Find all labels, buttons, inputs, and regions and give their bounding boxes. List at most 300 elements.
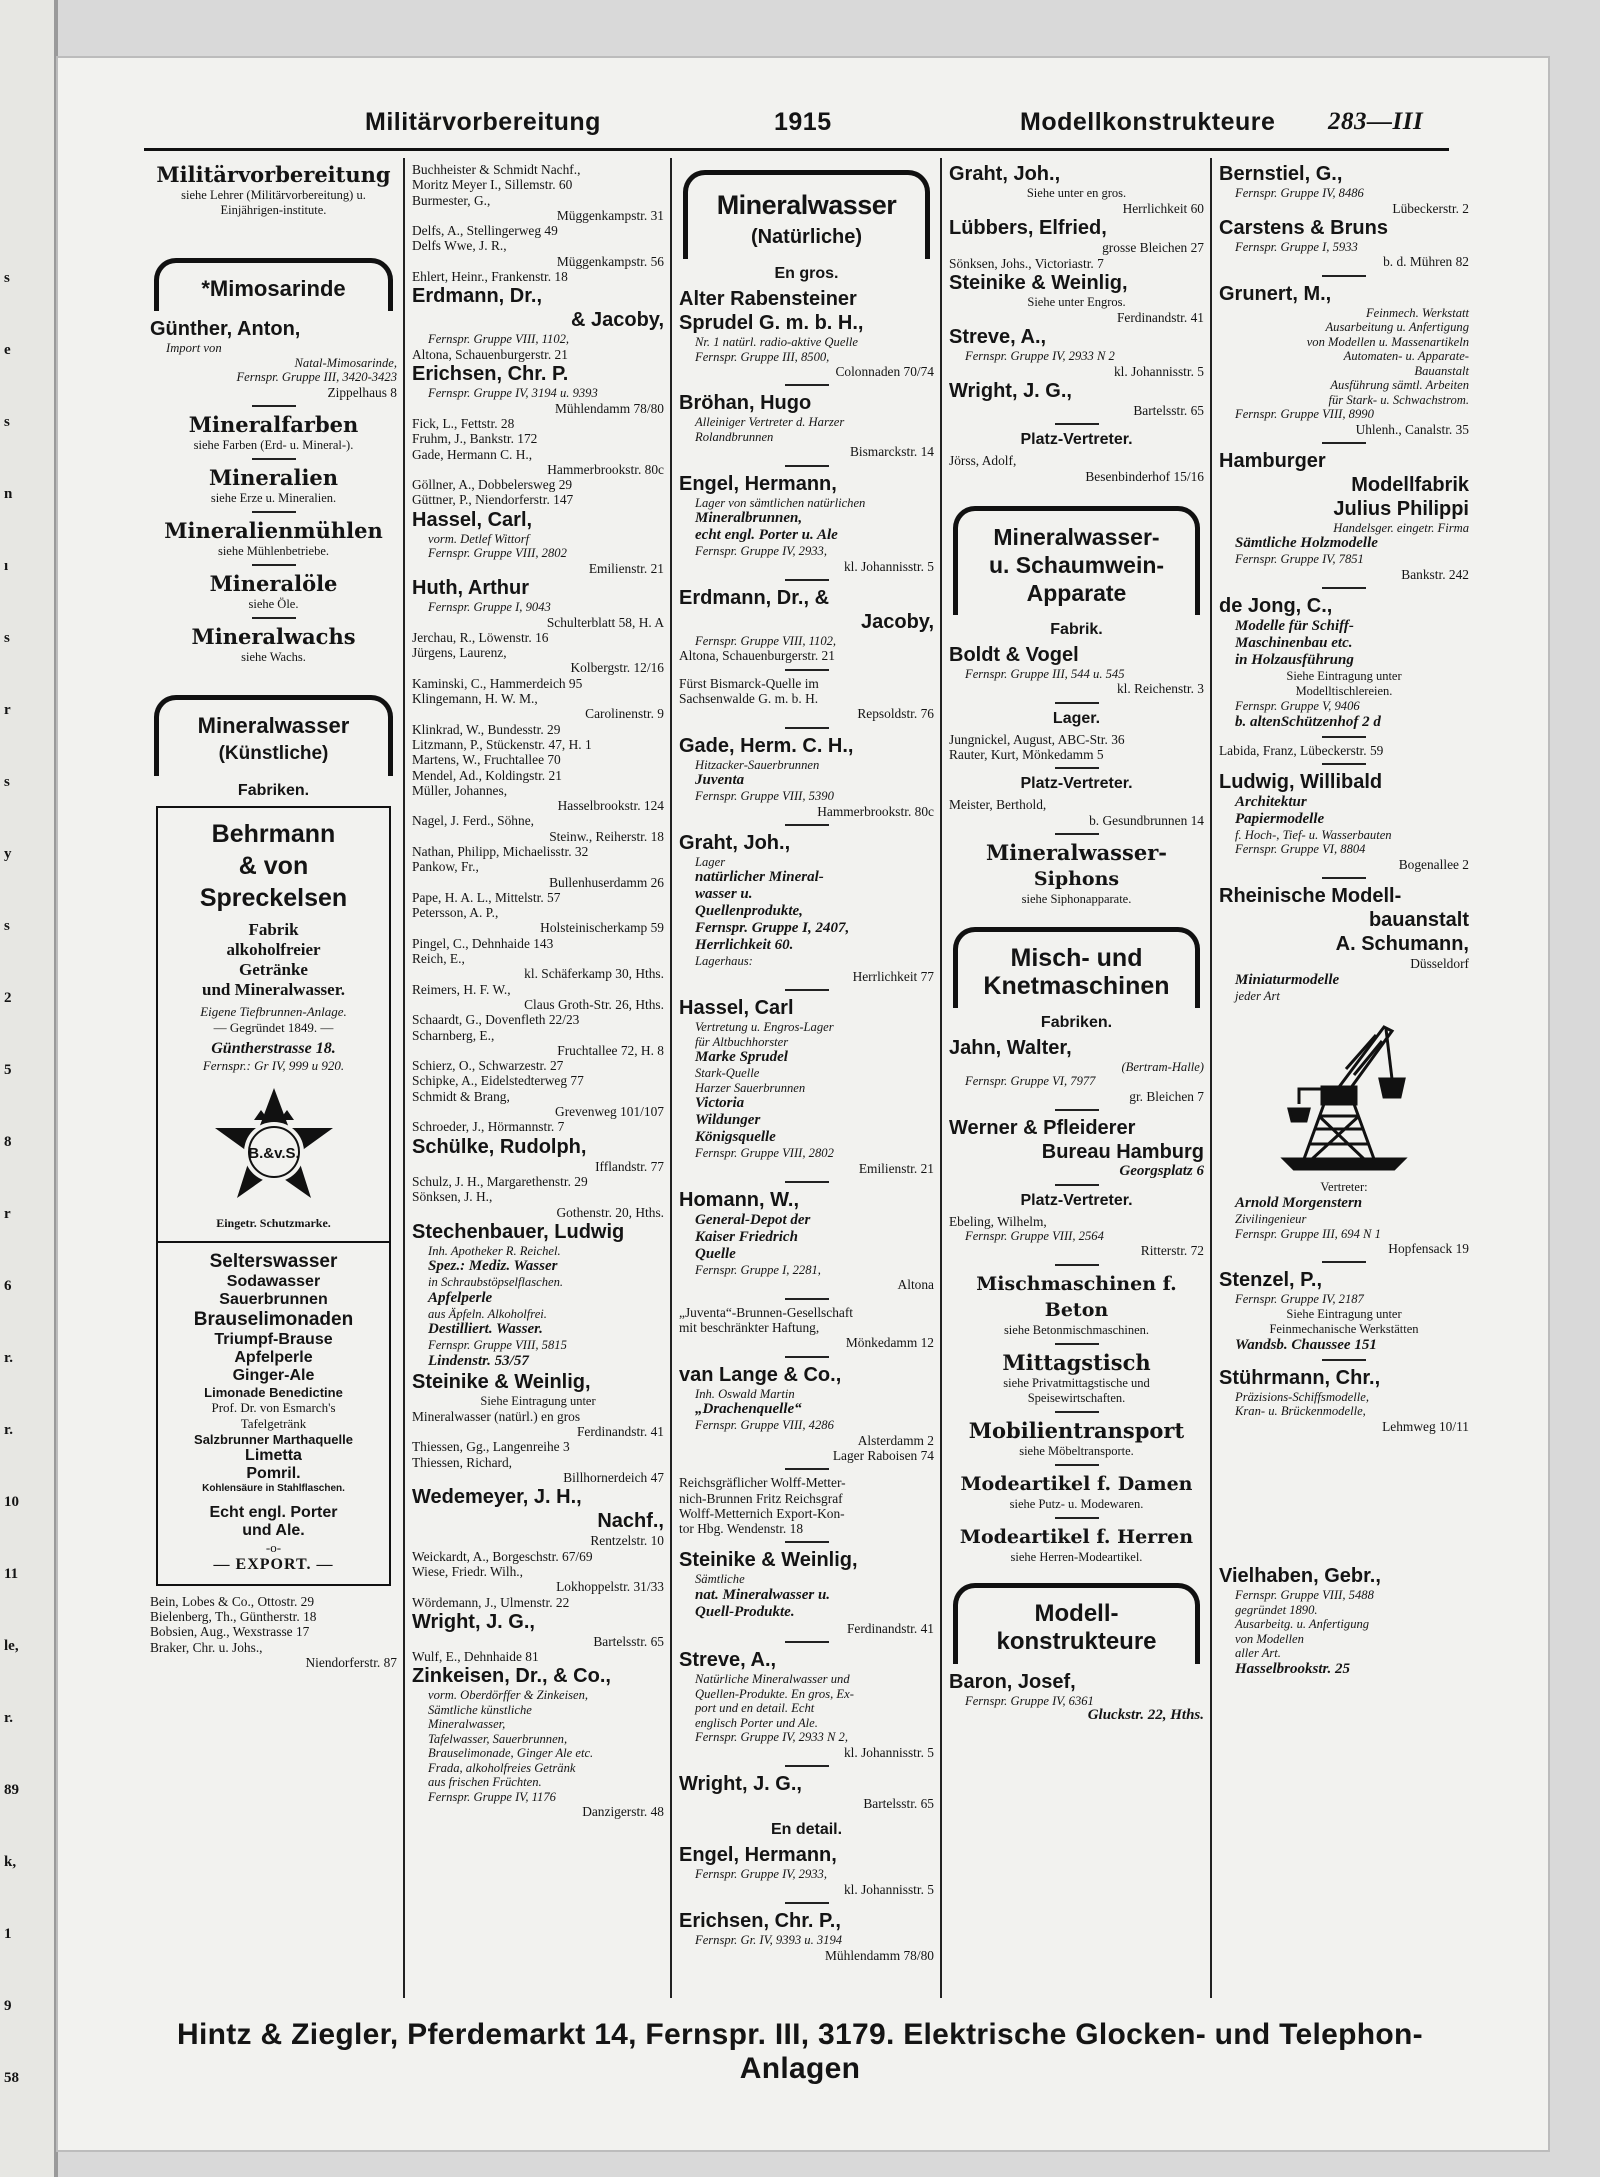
- strip-mark: s: [4, 630, 10, 646]
- product: Kohlensäure in Stahlflaschen.: [202, 1482, 345, 1494]
- entry-address: Rentzelstr. 10: [590, 1533, 664, 1549]
- entry-address: Bogenallee 2: [1398, 856, 1469, 872]
- entry-detail: Ausarbeitung u. Anfertigung: [1325, 320, 1469, 335]
- entry-address: Repsoldstr. 76: [857, 706, 934, 722]
- cross-reference: siehe Wachs.: [241, 649, 306, 664]
- heading-modeartikel-damen: Modeartikel f. Damen: [960, 1472, 1193, 1495]
- entry: Bobsien, Aug., Wexstrasse 17: [150, 1624, 310, 1640]
- entry-highlight: Wildunger: [695, 1112, 761, 1129]
- entry: Thiessen, Richard,: [412, 1454, 513, 1470]
- heading-mittagstisch: Mittagstisch: [1002, 1349, 1151, 1375]
- entry: Bielenberg, Th., Güntherstr. 18: [150, 1609, 317, 1625]
- entry-detail: von Modellen: [1235, 1631, 1304, 1646]
- entries-list: [679, 1843, 934, 1963]
- entry-address: Bartelsstr. 65: [1133, 402, 1204, 418]
- strip-mark: r: [4, 702, 11, 718]
- entry-highlight: Modelle für Schiff-: [1235, 618, 1354, 635]
- entry-name: Alter Rabensteiner: [679, 288, 857, 310]
- entry-detail: Fernspr. Gruppe VI, 8804: [1235, 842, 1366, 857]
- separator: [252, 564, 296, 566]
- entry-detail: Fernspr. Gruppe IV, 2933 N 2: [965, 349, 1115, 364]
- entry-name: Stührmann, Chr.,: [1219, 1366, 1381, 1389]
- separator: [785, 669, 829, 671]
- header-right-title: Modellkonstrukteure: [1020, 108, 1276, 136]
- separator: [785, 384, 829, 386]
- entry-name: Grunert, M.,: [1219, 282, 1332, 305]
- entry-address: Gluckstr. 22, Hths.: [1087, 1707, 1204, 1724]
- entry: Mendel, Ad., Koldingstr. 21: [412, 767, 562, 783]
- entry-detail: Fernspr. Gruppe VIII, 4286: [695, 1418, 834, 1433]
- entry-detail: vorm. Oberdörffer & Zinkeisen,: [428, 1688, 589, 1703]
- product: Selterswasser: [209, 1250, 338, 1272]
- cross-reference: siehe Privatmittagstische und: [1003, 1375, 1150, 1390]
- entry-detail: Fernspr. Gruppe VIII, 2802: [695, 1146, 834, 1161]
- separator: [1055, 767, 1099, 769]
- strip-mark: 1: [4, 1926, 12, 1942]
- entry: Reich, E.,: [412, 951, 465, 967]
- column-divider: [1210, 158, 1212, 1998]
- separator: [785, 1356, 829, 1358]
- logo-text: B.&v.S.: [247, 1144, 300, 1162]
- separator: [1055, 1109, 1099, 1111]
- entry-address: Müggenkampstr. 31: [556, 207, 664, 223]
- entry-detail: Inh. Oswald Martin: [695, 1386, 795, 1401]
- entry-address: Emilienstr. 21: [588, 560, 664, 576]
- entry-detail: Fernspr. Gr. IV, 9393 u. 3194: [695, 1933, 843, 1948]
- column-3: [673, 158, 940, 1998]
- cross-reference: Feinmechanische Werkstätten: [1269, 1321, 1419, 1336]
- heading-mineralwachs: Mineralwachs: [191, 623, 356, 649]
- separator: [1055, 1464, 1099, 1466]
- entry-address: Hasselbrookstr. 124: [557, 798, 664, 814]
- entry: Delfs Wwe, J. R.,: [412, 238, 507, 254]
- product: Limonade Benedictine: [204, 1384, 343, 1400]
- entry-name: Wright, J. G.,: [679, 1773, 802, 1796]
- column-2: [406, 158, 670, 1998]
- strip-mark: ı: [4, 558, 9, 574]
- entry-address: Carolinenstr. 9: [585, 706, 664, 722]
- entry-name: Zinkeisen, Dr., & Co.,: [412, 1665, 611, 1688]
- crane-model-illustration: [1264, 1009, 1424, 1174]
- strip-mark: e: [4, 342, 11, 358]
- section-box-mineralwasser-apparate: [953, 506, 1200, 615]
- entry-address: kl. Schäferkamp 30, Hths.: [524, 966, 664, 982]
- entry: Delfs, A., Stellingerweg 49: [412, 223, 558, 239]
- separator: [1055, 1411, 1099, 1413]
- entry-detail: Fernspr. Gruppe V, 9406: [1235, 699, 1360, 714]
- entry-highlight: Miniaturmodelle: [1235, 971, 1340, 988]
- entry-detail: Ausführung sämtl. Arbeiten: [1330, 378, 1469, 393]
- entry: Scharnberg, E.,: [412, 1027, 495, 1043]
- entry-detail: Harzer Sauerbrunnen: [695, 1080, 806, 1095]
- entry-name: Streve, A.,: [949, 326, 1047, 349]
- subheading: Lager.: [1052, 709, 1101, 727]
- entry-highlight: General-Depot der: [695, 1211, 811, 1228]
- cross-reference: siehe Farben (Erd- u. Mineral-).: [193, 437, 354, 452]
- entry-address: Mühlendamm 78/80: [825, 1947, 934, 1963]
- entry-detail: Rolandbrunnen: [695, 429, 774, 444]
- entry-detail: Fernspr. Gruppe VIII, 2802: [428, 546, 567, 561]
- entry-address: Kolbergstr. 12/16: [570, 660, 664, 676]
- separator: [1055, 702, 1099, 704]
- separator: [1055, 1517, 1099, 1519]
- entry-address: Billhornerdeich 47: [563, 1470, 664, 1486]
- entry-detail: in Schraubstöpselflaschen.: [428, 1275, 564, 1290]
- entry-name: Graht, Joh.,: [949, 163, 1061, 185]
- strip-mark: 5: [4, 1062, 12, 1078]
- section-title: Apparate: [1026, 579, 1127, 606]
- entry-name: Gade, Herm. C. H.,: [679, 734, 854, 757]
- entry-highlight: wasser u.: [695, 886, 753, 903]
- entry-detail: Fernspr. Gruppe IV, 2187: [1235, 1292, 1364, 1307]
- entry: Litzmann, P., Stückenstr. 47, H. 1: [412, 736, 592, 752]
- entry-highlight: Marke Sprudel: [695, 1049, 788, 1066]
- entry-highlight: Quellenprodukte,: [695, 903, 803, 920]
- entry-address: Bartelsstr. 65: [863, 1796, 934, 1812]
- entry-highlight: Quell-Produkte.: [695, 1603, 795, 1620]
- entry: Müller, Johannes,: [412, 782, 508, 798]
- entry-name: Graht, Joh.,: [679, 831, 791, 854]
- entry-highlight: Fernspr. Gruppe I, 2407,: [695, 920, 850, 937]
- ad-line: Getränke: [239, 959, 308, 979]
- entry-detail: Fernspr. Gruppe IV, 3194 u. 9393: [428, 386, 598, 401]
- entry: Reichsgräflicher Wolff-Metter-: [679, 1475, 846, 1491]
- separator: [1055, 1343, 1099, 1345]
- entry-highlight: nat. Mineralwasser u.: [695, 1586, 831, 1603]
- cross-reference: siehe Öle.: [248, 596, 299, 611]
- entry-name: Erichsen, Chr. P.: [412, 363, 569, 386]
- entry-name: Nachf.,: [597, 1510, 664, 1533]
- entry: Schaardt, G., Dovenfleth 22/23: [412, 1012, 580, 1028]
- separator: [785, 1765, 829, 1767]
- entry-detail: Sämtliche künstliche: [428, 1702, 532, 1717]
- entry: Jörss, Adolf,: [949, 453, 1017, 469]
- entry: Gade, Hermann C. H.,: [412, 446, 533, 462]
- entry: Jürgens, Laurenz,: [412, 645, 507, 661]
- entry-detail: Fernspr. Gruppe VIII, 1102,: [428, 332, 570, 347]
- entry-highlight: Juventa: [695, 772, 745, 789]
- strip-mark: 10: [4, 1494, 19, 1510]
- entry-address: Mönkedamm 12: [845, 1335, 934, 1351]
- header-year: 1915: [774, 108, 832, 136]
- entry-highlight: Apfelperle: [428, 1289, 493, 1306]
- entry-detail: Sämtliche: [695, 1572, 745, 1587]
- entry: Labida, Franz, Lübeckerstr. 59: [1219, 742, 1384, 758]
- entry-address: Claus Groth-Str. 26, Hths.: [524, 996, 664, 1012]
- entry: Petersson, A. P.,: [412, 905, 499, 921]
- entry-detail: Inh. Apotheker R. Reichel.: [428, 1243, 561, 1258]
- ad-phone: Fernspr.: Gr IV, 999 u 920.: [202, 1057, 345, 1073]
- entry-highlight: Herrlichkeit 60.: [695, 937, 794, 954]
- cross-reference: siehe Erze u. Mineralien.: [210, 490, 337, 505]
- cross-reference: siehe Lehrer (Militärvorbereitung) u. Einjährigen-institute.: [181, 188, 366, 217]
- entry-name: Bernstiel, G.,: [1219, 163, 1343, 185]
- entry-detail: Lager: [695, 854, 726, 869]
- header-page-number: 283—III: [1328, 108, 1424, 135]
- entries-list: [949, 162, 1204, 418]
- entry-detail: Alleiniger Vertreter d. Harzer: [695, 415, 845, 430]
- entry-name: van Lange & Co.,: [679, 1363, 842, 1386]
- entry-name: Steinike & Weinlig,: [412, 1370, 591, 1393]
- entry-address: b. d. Mühren 82: [1383, 254, 1469, 270]
- section-title: konstrukteure: [996, 1627, 1157, 1655]
- cross-reference: Speisewirtschaften.: [1027, 1390, 1126, 1405]
- separator: [1055, 833, 1099, 835]
- header-rule: [144, 148, 1449, 151]
- entries-list: [1219, 1564, 1469, 1678]
- entry-address: Ferdinandstr. 41: [1116, 309, 1204, 325]
- entry: Göllner, A., Dobbelersweg 29: [412, 477, 573, 493]
- entry-name: A. Schumann,: [1335, 933, 1469, 956]
- entry-name: Bröhan, Hugo: [679, 392, 812, 415]
- strip-mark: n: [4, 486, 13, 502]
- entry: Klinkrad, W., Bundesstr. 29: [412, 721, 561, 737]
- entry-phone: Fernspr. Gruppe III, 3420-3423: [236, 370, 397, 384]
- entry: Wördemann, J., Ulmenstr. 22: [412, 1594, 570, 1610]
- heading-mineralwasser-siphons: Siphons: [1033, 867, 1120, 890]
- entry-detail: gegründet 1890.: [1235, 1602, 1318, 1617]
- entry-name: Steinike & Weinlig,: [679, 1549, 858, 1572]
- entry-name: Bureau Hamburg: [1041, 1141, 1204, 1164]
- column-1: [144, 158, 403, 1998]
- entry-detail: f. Hoch-, Tief- u. Wasserbauten: [1235, 827, 1392, 842]
- footer-advertisement: Hintz & Ziegler, Pferdemarkt 14, Fernspr. III, 3179. Elektrische Glocken- und Telephon-Anlagen: [177, 2018, 1423, 2085]
- separator: [252, 405, 296, 407]
- entry-name: Engel, Hermann,: [679, 472, 837, 495]
- separator: [785, 989, 829, 991]
- cross-reference: Modelltischlereien.: [1295, 684, 1393, 699]
- entry-name: & Jacoby,: [571, 309, 664, 332]
- entry-address: Lehmweg 10/11: [1382, 1418, 1469, 1434]
- entry: Schulz, J. H., Margarethenstr. 29: [412, 1173, 588, 1189]
- entry-name: Jahn, Walter,: [949, 1036, 1072, 1059]
- entry-name: Wedemeyer, J. H.,: [412, 1486, 582, 1509]
- entry-detail: Zivilingenieur: [1235, 1212, 1307, 1227]
- strip-mark: k,: [4, 1854, 17, 1870]
- entry: Fürst Bismarck-Quelle im: [679, 675, 819, 691]
- column-4: [943, 158, 1210, 1998]
- entry-detail: für Altbuchhorster: [695, 1034, 789, 1049]
- entry-address: kl. Johannisstr. 5: [843, 1744, 934, 1760]
- ad-line: alkoholfreier: [226, 939, 321, 959]
- entry-address: gr. Bleichen 7: [1129, 1088, 1204, 1104]
- entry-name: Stenzel, P.,: [1219, 1269, 1323, 1292]
- entry-address: Hammerbrookstr. 80c: [547, 461, 664, 477]
- entry-detail: Natal-Mimosarinde,: [294, 355, 397, 370]
- star-trademark-logo: [209, 1084, 339, 1214]
- entry: Weickardt, A., Borgeschstr. 67/69: [412, 1548, 593, 1564]
- entry-address: kl. Johannisstr. 5: [843, 558, 934, 574]
- entry-highlight: Destilliert. Wasser.: [428, 1321, 543, 1338]
- previous-page-edge: [0, 0, 58, 2177]
- entry-address: Düsseldorf: [1410, 956, 1469, 972]
- entry: Wiese, Friedr. Wilh.,: [412, 1563, 523, 1579]
- entry-highlight: Arnold Morgenstern: [1235, 1195, 1363, 1212]
- entry-highlight: Kaiser Friedrich: [695, 1228, 798, 1245]
- entry-highlight: Papiermodelle: [1235, 810, 1325, 827]
- entry: Schmidt & Brang,: [412, 1088, 510, 1104]
- entry-name: Ludwig, Willibald: [1219, 770, 1383, 793]
- entry: Fruhm, J., Bankstr. 172: [412, 431, 538, 447]
- entry-name: Streve, A.,: [679, 1649, 777, 1672]
- separator: [252, 458, 296, 460]
- product: Limetta: [245, 1446, 302, 1464]
- separator: [785, 1468, 829, 1470]
- ad-name: Behrmann: [211, 819, 336, 848]
- entry-address: kl. Reichenstr. 3: [1116, 681, 1204, 697]
- entry-address: Danzigerstr. 48: [582, 1804, 664, 1820]
- entry-name: Erdmann, Dr., &: [679, 586, 830, 609]
- strip-mark: r: [4, 1206, 11, 1222]
- entry-name: Wright, J. G.,: [412, 1610, 535, 1633]
- entry-name: Werner & Pfleiderer: [949, 1117, 1136, 1140]
- entry-address: Ifflandstr. 77: [595, 1158, 664, 1174]
- entry-name: de Jong, C.,: [1219, 595, 1333, 618]
- entries-list: [679, 287, 934, 1811]
- strip-mark: r.: [4, 1710, 14, 1726]
- entry-detail: Stark-Quelle: [695, 1066, 760, 1081]
- column-divider: [403, 158, 405, 1998]
- subheading: En detail.: [770, 1821, 843, 1839]
- cross-reference: Siehe Eintragung unter: [1286, 1306, 1402, 1321]
- entry-detail: für Stark- u. Schwachstrom.: [1328, 392, 1469, 407]
- entry-detail: Fernspr. Gruppe IV, 2933,: [695, 1867, 827, 1882]
- entry-address: Holsteinischerkamp 59: [540, 920, 664, 936]
- entry: Pankow, Fr.,: [412, 859, 479, 875]
- product: Salzbrunner Marthaquelle: [194, 1431, 353, 1447]
- entry-detail: Mineralwasser,: [428, 1717, 506, 1732]
- entry-detail: Nr. 1 natürl. radio-aktive Quelle: [695, 335, 858, 349]
- section-subtitle: (Künstliche): [218, 742, 329, 764]
- entry-detail: vorm. Detlef Wittorf: [428, 531, 530, 546]
- entry-phone: Fernspr. Gruppe IV, 6361: [965, 1693, 1094, 1708]
- product: Sauerbrunnen: [219, 1290, 328, 1308]
- entry-detail: Fernspr. Gruppe I, 9043: [428, 600, 551, 615]
- heading-mischmaschinen-beton: Mischmaschinen f. Beton: [976, 1272, 1177, 1321]
- entry-name: bauanstalt: [1368, 909, 1469, 932]
- strip-mark: s: [4, 774, 10, 790]
- heading-mineralienmuehlen: Mineralienmühlen: [164, 517, 383, 543]
- section-title: Mineralwasser-: [993, 523, 1160, 550]
- advertisement-behrmann: [156, 806, 391, 1586]
- product: Pomril.: [246, 1464, 301, 1482]
- entry-name: Homann, W.,: [679, 1188, 799, 1211]
- entry: Rauter, Kurt, Mönkedamm 5: [949, 746, 1104, 762]
- entry-detail: Import von: [166, 341, 222, 355]
- entry-address: Herrlichkeit 60: [1122, 201, 1204, 216]
- separator: [1322, 763, 1366, 765]
- entry-phone: Fernspr. Gruppe III, 544 u. 545: [965, 666, 1125, 681]
- entries-list: [150, 1594, 397, 1670]
- entry-detail: Fernspr. Gruppe IV, 2933,: [695, 544, 827, 559]
- entry: tor Hbg. Wendenstr. 18: [679, 1521, 804, 1537]
- entry: Altona, Schauenburgerstr. 21: [412, 346, 568, 362]
- entry-address: Fruchtallee 72, H. 8: [557, 1042, 664, 1058]
- entry-detail: Lagerhaus:: [695, 954, 753, 969]
- entry-detail: Natürliche Mineralwasser und: [695, 1672, 850, 1687]
- entry-highlight: Wandsb. Chaussee 151: [1235, 1336, 1377, 1353]
- entry: Wulf, E., Dehnhaide 81: [412, 1649, 539, 1665]
- cross-reference: Vertreter:: [1320, 1180, 1368, 1195]
- column-divider: [670, 158, 672, 1998]
- trademark-note: Eingetr. Schutzmarke.: [216, 1215, 331, 1230]
- entry: Fick, L., Fettstr. 28: [412, 415, 515, 431]
- entry-address: Bismarckstr. 14: [849, 444, 934, 460]
- entry-detail: Quellen-Produkte. En gros, Ex-: [695, 1686, 854, 1701]
- entry-address: Altona: [897, 1277, 934, 1293]
- strip-mark: 11: [4, 1566, 19, 1582]
- separator: [785, 1181, 829, 1183]
- strip-mark: s: [4, 414, 10, 430]
- entry-highlight: Quelle: [695, 1245, 736, 1262]
- entry: Güttner, P., Niendorferstr. 147: [412, 492, 574, 508]
- entry-highlight: „Drachenquelle“: [695, 1401, 802, 1418]
- entry-detail: Kran- u. Brückenmodelle,: [1235, 1404, 1366, 1419]
- entry: Nathan, Philipp, Michaelisstr. 32: [412, 844, 589, 859]
- entry: Ebeling, Wilhelm,: [949, 1213, 1047, 1229]
- entry: Reimers, H. F. W.,: [412, 981, 511, 997]
- separator: [1322, 587, 1366, 589]
- entry-address: Herrlichkeit 77: [852, 968, 934, 984]
- entry-address: Grevenweg 101/107: [555, 1104, 664, 1120]
- entry-address: Hopfensack 19: [1388, 1241, 1469, 1257]
- entry-detail: aus frischen Früchten.: [428, 1775, 542, 1790]
- entry-address: Ritterstr. 72: [1140, 1243, 1204, 1259]
- product: Prof. Dr. von Esmarch's: [211, 1399, 336, 1415]
- section-title: Knetmaschinen: [983, 971, 1170, 1000]
- entry-detail: englisch Porter und Ale.: [695, 1715, 818, 1730]
- entry-name: Carstens & Bruns: [1219, 216, 1388, 239]
- heading-mineralien: Mineralien: [208, 464, 339, 490]
- entry: Jerchau, R., Löwenstr. 16: [412, 629, 549, 645]
- cross-reference: Siehe Eintragung unter: [480, 1393, 596, 1408]
- entry-name: Hamburger: [1219, 449, 1326, 472]
- ad-line: und Mineralwasser.: [202, 979, 345, 999]
- separator: [785, 1298, 829, 1300]
- entry-name: Engel, Hermann,: [679, 1844, 837, 1867]
- entry-detail: aller Art.: [1235, 1646, 1281, 1661]
- entry-detail: Fernspr. Gruppe VIII, 8990: [1235, 407, 1374, 422]
- entry-name: Julius Philippi: [1333, 497, 1469, 520]
- section-box-mineralwasser-kuenstliche: [154, 695, 393, 776]
- entry-detail: Fernspr. Gruppe VIII, 5390: [695, 789, 834, 804]
- separator: [1055, 1184, 1099, 1186]
- section-box-mimosarinde: [154, 258, 393, 311]
- entry-address: Besenbinderhof 15/16: [1085, 468, 1204, 484]
- ad-line: Fabrik: [248, 919, 299, 939]
- entry-highlight: echt engl. Porter u. Ale: [695, 527, 838, 544]
- entry: Wolff-Metternich Export-Kon-: [679, 1505, 845, 1521]
- entry-address: kl. Johannisstr. 5: [1113, 363, 1204, 379]
- separator: [785, 727, 829, 729]
- entry: Mineralwasser (natürl.) en gros: [412, 1408, 581, 1424]
- entry: nich-Brunnen Fritz Reichsgraf: [679, 1490, 843, 1506]
- section-box-mineralwasser-natuerliche: [683, 170, 930, 259]
- product: Tafelgetränk: [240, 1415, 307, 1431]
- section-box-modellkonstrukteure: [953, 1583, 1200, 1664]
- subheading: Fabrik.: [1050, 620, 1103, 638]
- product: Ginger-Ale: [232, 1366, 315, 1384]
- cross-reference: siehe Putz- u. Modewaren.: [1009, 1496, 1144, 1511]
- entry-address: Lübeckerstr. 2: [1392, 200, 1469, 216]
- entry-detail: Fernspr. Gruppe VIII, 5488: [1235, 1588, 1374, 1603]
- entry: Schroeder, J., Hörmannstr. 7: [412, 1119, 565, 1135]
- entry-highlight: in Holzausführung: [1235, 652, 1354, 669]
- strip-mark: 9: [4, 1998, 12, 2014]
- entry-detail: Fernspr. Gruppe IV, 8486: [1235, 186, 1364, 200]
- entry-address: Lokhoppelstr. 31/33: [556, 1579, 664, 1595]
- subheading: Platz-Vertreter.: [1020, 1191, 1133, 1209]
